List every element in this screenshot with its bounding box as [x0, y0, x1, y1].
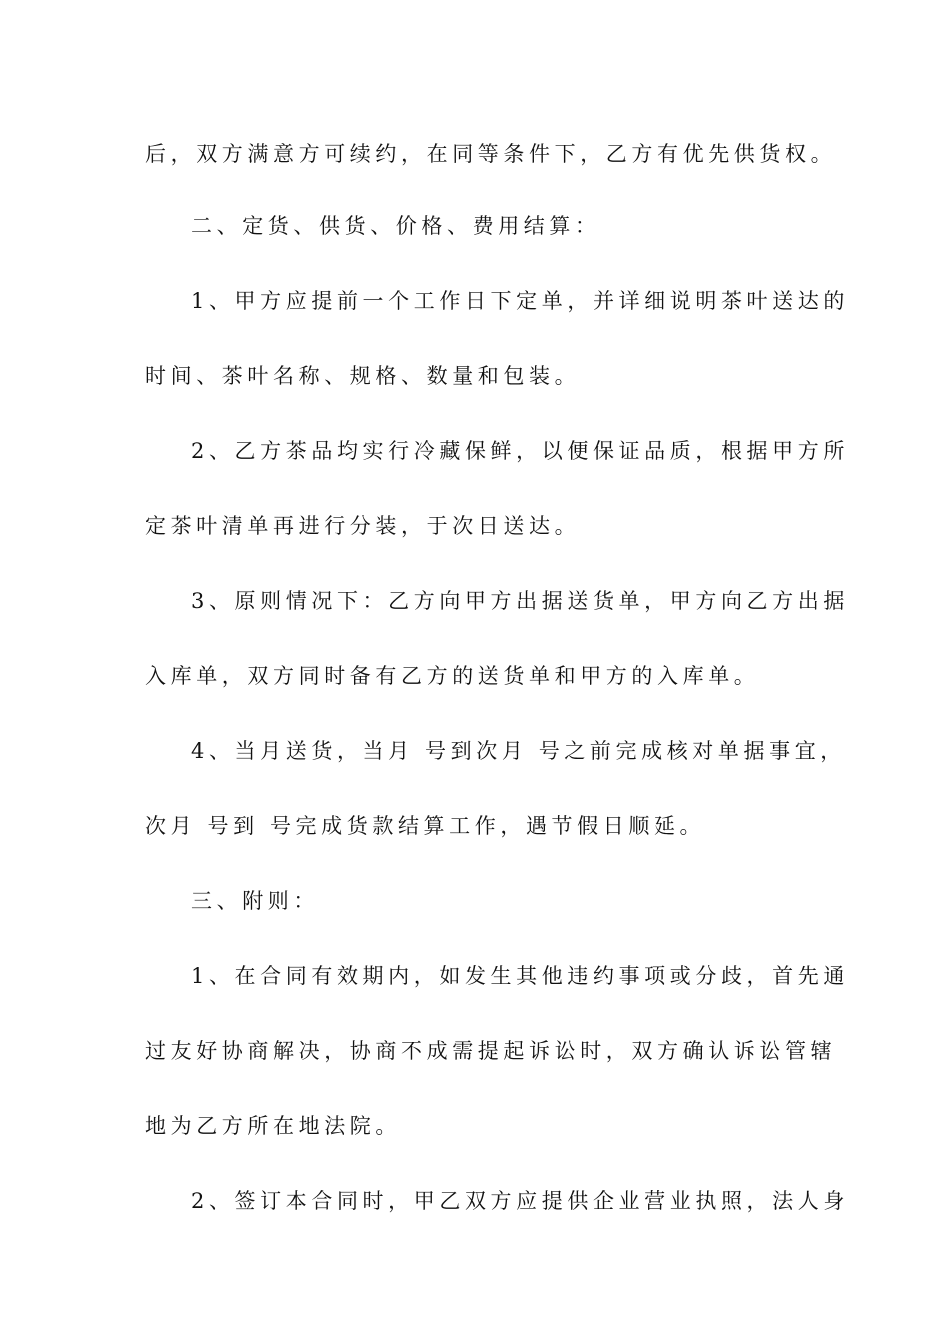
paragraph-line: 过友好协商解决，协商不成需提起诉讼时，双方确认诉讼管辖 — [145, 1039, 837, 1063]
paragraph-line: 入库单，双方同时备有乙方的送货单和甲方的入库单。 — [145, 664, 760, 688]
paragraph-line: 次月 号到 号完成货款结算工作，遇节假日顺延。 — [145, 814, 706, 838]
paragraph-line: 1、在合同有效期内，如发生其他违约事项或分歧，首先通 — [191, 964, 849, 988]
paragraph-line: 4、当月送货，当月 号到次月 号之前完成核对单据事宜， — [191, 739, 846, 763]
paragraph-line: 2、乙方茶品均实行冷藏保鲜，以便保证品质，根据甲方所 — [191, 439, 849, 463]
section-heading: 三、附则： — [191, 889, 319, 913]
paragraph-line: 后，双方满意方可续约，在同等条件下，乙方有优先供货权。 — [145, 142, 837, 166]
paragraph-line: 时间、茶叶名称、规格、数量和包装。 — [145, 364, 581, 388]
section-heading: 二、定货、供货、价格、费用结算： — [191, 214, 601, 238]
paragraph-line: 地为乙方所在地法院。 — [145, 1114, 401, 1138]
paragraph-line: 2、签订本合同时，甲乙双方应提供企业营业执照，法人身 — [191, 1189, 849, 1213]
paragraph-line: 定茶叶清单再进行分装，于次日送达。 — [145, 514, 581, 538]
paragraph-line: 1、甲方应提前一个工作日下定单，并详细说明茶叶送达的 — [191, 289, 849, 313]
paragraph-line: 3、原则情况下：乙方向甲方出据送货单，甲方向乙方出据 — [191, 589, 849, 613]
